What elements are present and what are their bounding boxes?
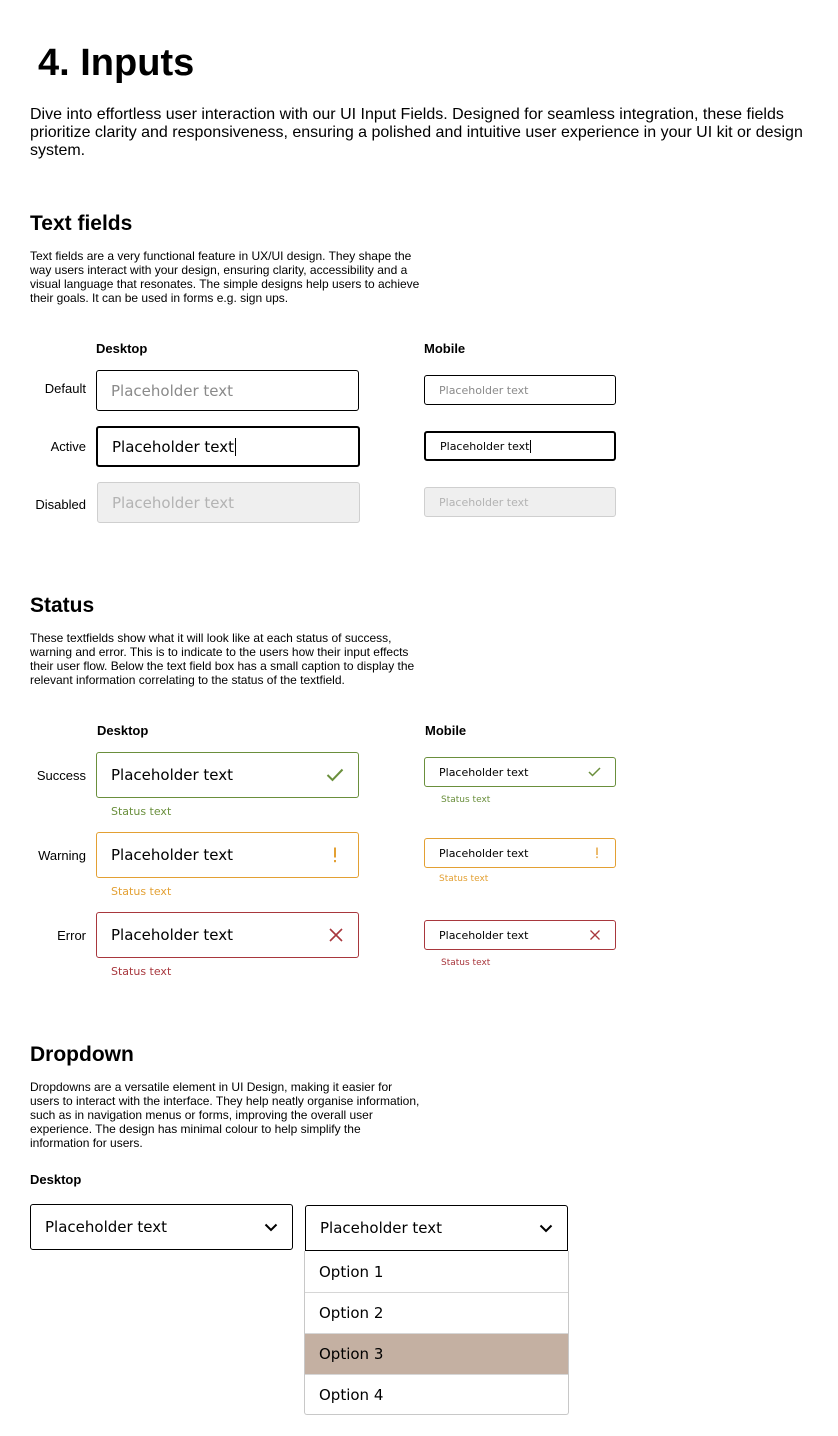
desktop-warning-caption: Status text <box>111 885 172 898</box>
status-desktop-heading: Desktop <box>97 723 149 738</box>
desktop-success-input[interactable] <box>96 752 359 798</box>
close-icon <box>589 929 601 941</box>
exclamation-icon <box>326 846 344 864</box>
row-label-active: Active <box>50 439 86 454</box>
row-label-warning: Warning <box>38 848 86 863</box>
dropdown-option-4[interactable]: Option 4 <box>305 1374 568 1415</box>
desktop-active-value: Placeholder text <box>112 437 235 456</box>
row-label-success: Success <box>36 768 86 783</box>
exclamation-icon <box>593 847 601 859</box>
text-fields-mobile-heading: Mobile <box>424 341 466 356</box>
dropdown-option-2[interactable]: Option 2 <box>305 1292 568 1333</box>
desktop-warning-value: Placeholder text <box>111 846 234 864</box>
desktop-default-input[interactable] <box>96 370 359 411</box>
mobile-success-value: Placeholder text <box>439 765 529 779</box>
dropdown-description: Dropdowns are a versatile element in UI Design, making it easier for users to interact with the interface. They help neatly organise information, such as in navigation menus or forms, improving the overall user experience. The design has minimal colour to help simplify the information for users. <box>30 1080 420 1150</box>
dropdown-open-value: Placeholder text <box>320 1219 443 1237</box>
checkmark-icon <box>588 767 601 777</box>
text-fields-desktop-heading: Desktop <box>96 341 148 356</box>
desktop-error-value: Placeholder text <box>111 926 234 944</box>
mobile-active-input[interactable] <box>424 431 616 461</box>
desktop-default-placeholder: Placeholder text <box>111 381 234 400</box>
desktop-success-value: Placeholder text <box>111 766 234 784</box>
mobile-default-input[interactable] <box>424 375 616 405</box>
desktop-error-input[interactable] <box>96 912 359 958</box>
mobile-warning-input[interactable] <box>424 838 616 868</box>
desktop-warning-input[interactable] <box>96 832 359 878</box>
dropdown-desktop-heading: Desktop <box>30 1172 82 1187</box>
page-intro: Dive into effortless user interaction with our UI Input Fields. Designed for seamless integration, these fields prioritize clarity and responsiveness, ensuring a polished and intuitive user experience in your UI kit or design system. <box>30 106 803 159</box>
desktop-disabled-placeholder: Placeholder text <box>112 493 235 512</box>
page-title: 4. Inputs <box>38 42 195 84</box>
dropdown-menu <box>304 1251 569 1415</box>
status-description: These textfields show what it will look like at each status of success, warning and error. This is to indicate to the users how their input effects their user flow. Below the text field box has a small caption to display the relevant information correlating to the status of the textfield. <box>30 631 415 687</box>
dropdown-closed-value: Placeholder text <box>45 1218 168 1236</box>
text-caret <box>530 440 531 453</box>
row-label-error: Error <box>57 928 86 943</box>
mobile-disabled-placeholder: Placeholder text <box>439 495 529 509</box>
mobile-error-input[interactable] <box>424 920 616 950</box>
mobile-default-placeholder: Placeholder text <box>439 383 529 397</box>
row-label-disabled: Disabled <box>35 497 86 512</box>
dropdown-closed[interactable] <box>30 1204 293 1250</box>
dropdown-title: Dropdown <box>30 1043 134 1066</box>
mobile-success-caption: Status text <box>441 795 491 805</box>
close-icon <box>328 927 344 943</box>
status-title: Status <box>30 594 95 617</box>
chevron-down-icon <box>264 1218 278 1236</box>
text-caret <box>235 438 236 456</box>
desktop-disabled-input <box>97 482 360 523</box>
row-label-default: Default <box>44 381 86 396</box>
desktop-success-caption: Status text <box>111 805 172 818</box>
mobile-error-value: Placeholder text <box>439 928 529 942</box>
chevron-down-icon <box>539 1219 553 1237</box>
mobile-warning-value: Placeholder text <box>439 846 529 860</box>
dropdown-open[interactable] <box>305 1205 568 1251</box>
mobile-error-caption: Status text <box>441 958 491 968</box>
desktop-error-caption: Status text <box>111 965 172 978</box>
dropdown-option-3[interactable]: Option 3 <box>305 1333 568 1374</box>
text-fields-description: Text fields are a very functional feature in UX/UI design. They shape the way users interact with your design, ensuring clarity, accessibility and a visual language that resonates. The simple designs help users to achieve their goals. It can be used in forms e.g. sign ups. <box>30 249 420 305</box>
dropdown-option-1[interactable]: Option 1 <box>319 1262 384 1281</box>
mobile-disabled-input <box>424 487 616 517</box>
status-mobile-heading: Mobile <box>425 723 467 738</box>
mobile-warning-caption: Status text <box>439 874 489 884</box>
checkmark-icon <box>326 768 344 782</box>
mobile-active-value: Placeholder text <box>440 439 530 453</box>
desktop-active-input[interactable] <box>96 426 360 467</box>
text-fields-title: Text fields <box>30 212 133 235</box>
mobile-success-input[interactable] <box>424 757 616 787</box>
